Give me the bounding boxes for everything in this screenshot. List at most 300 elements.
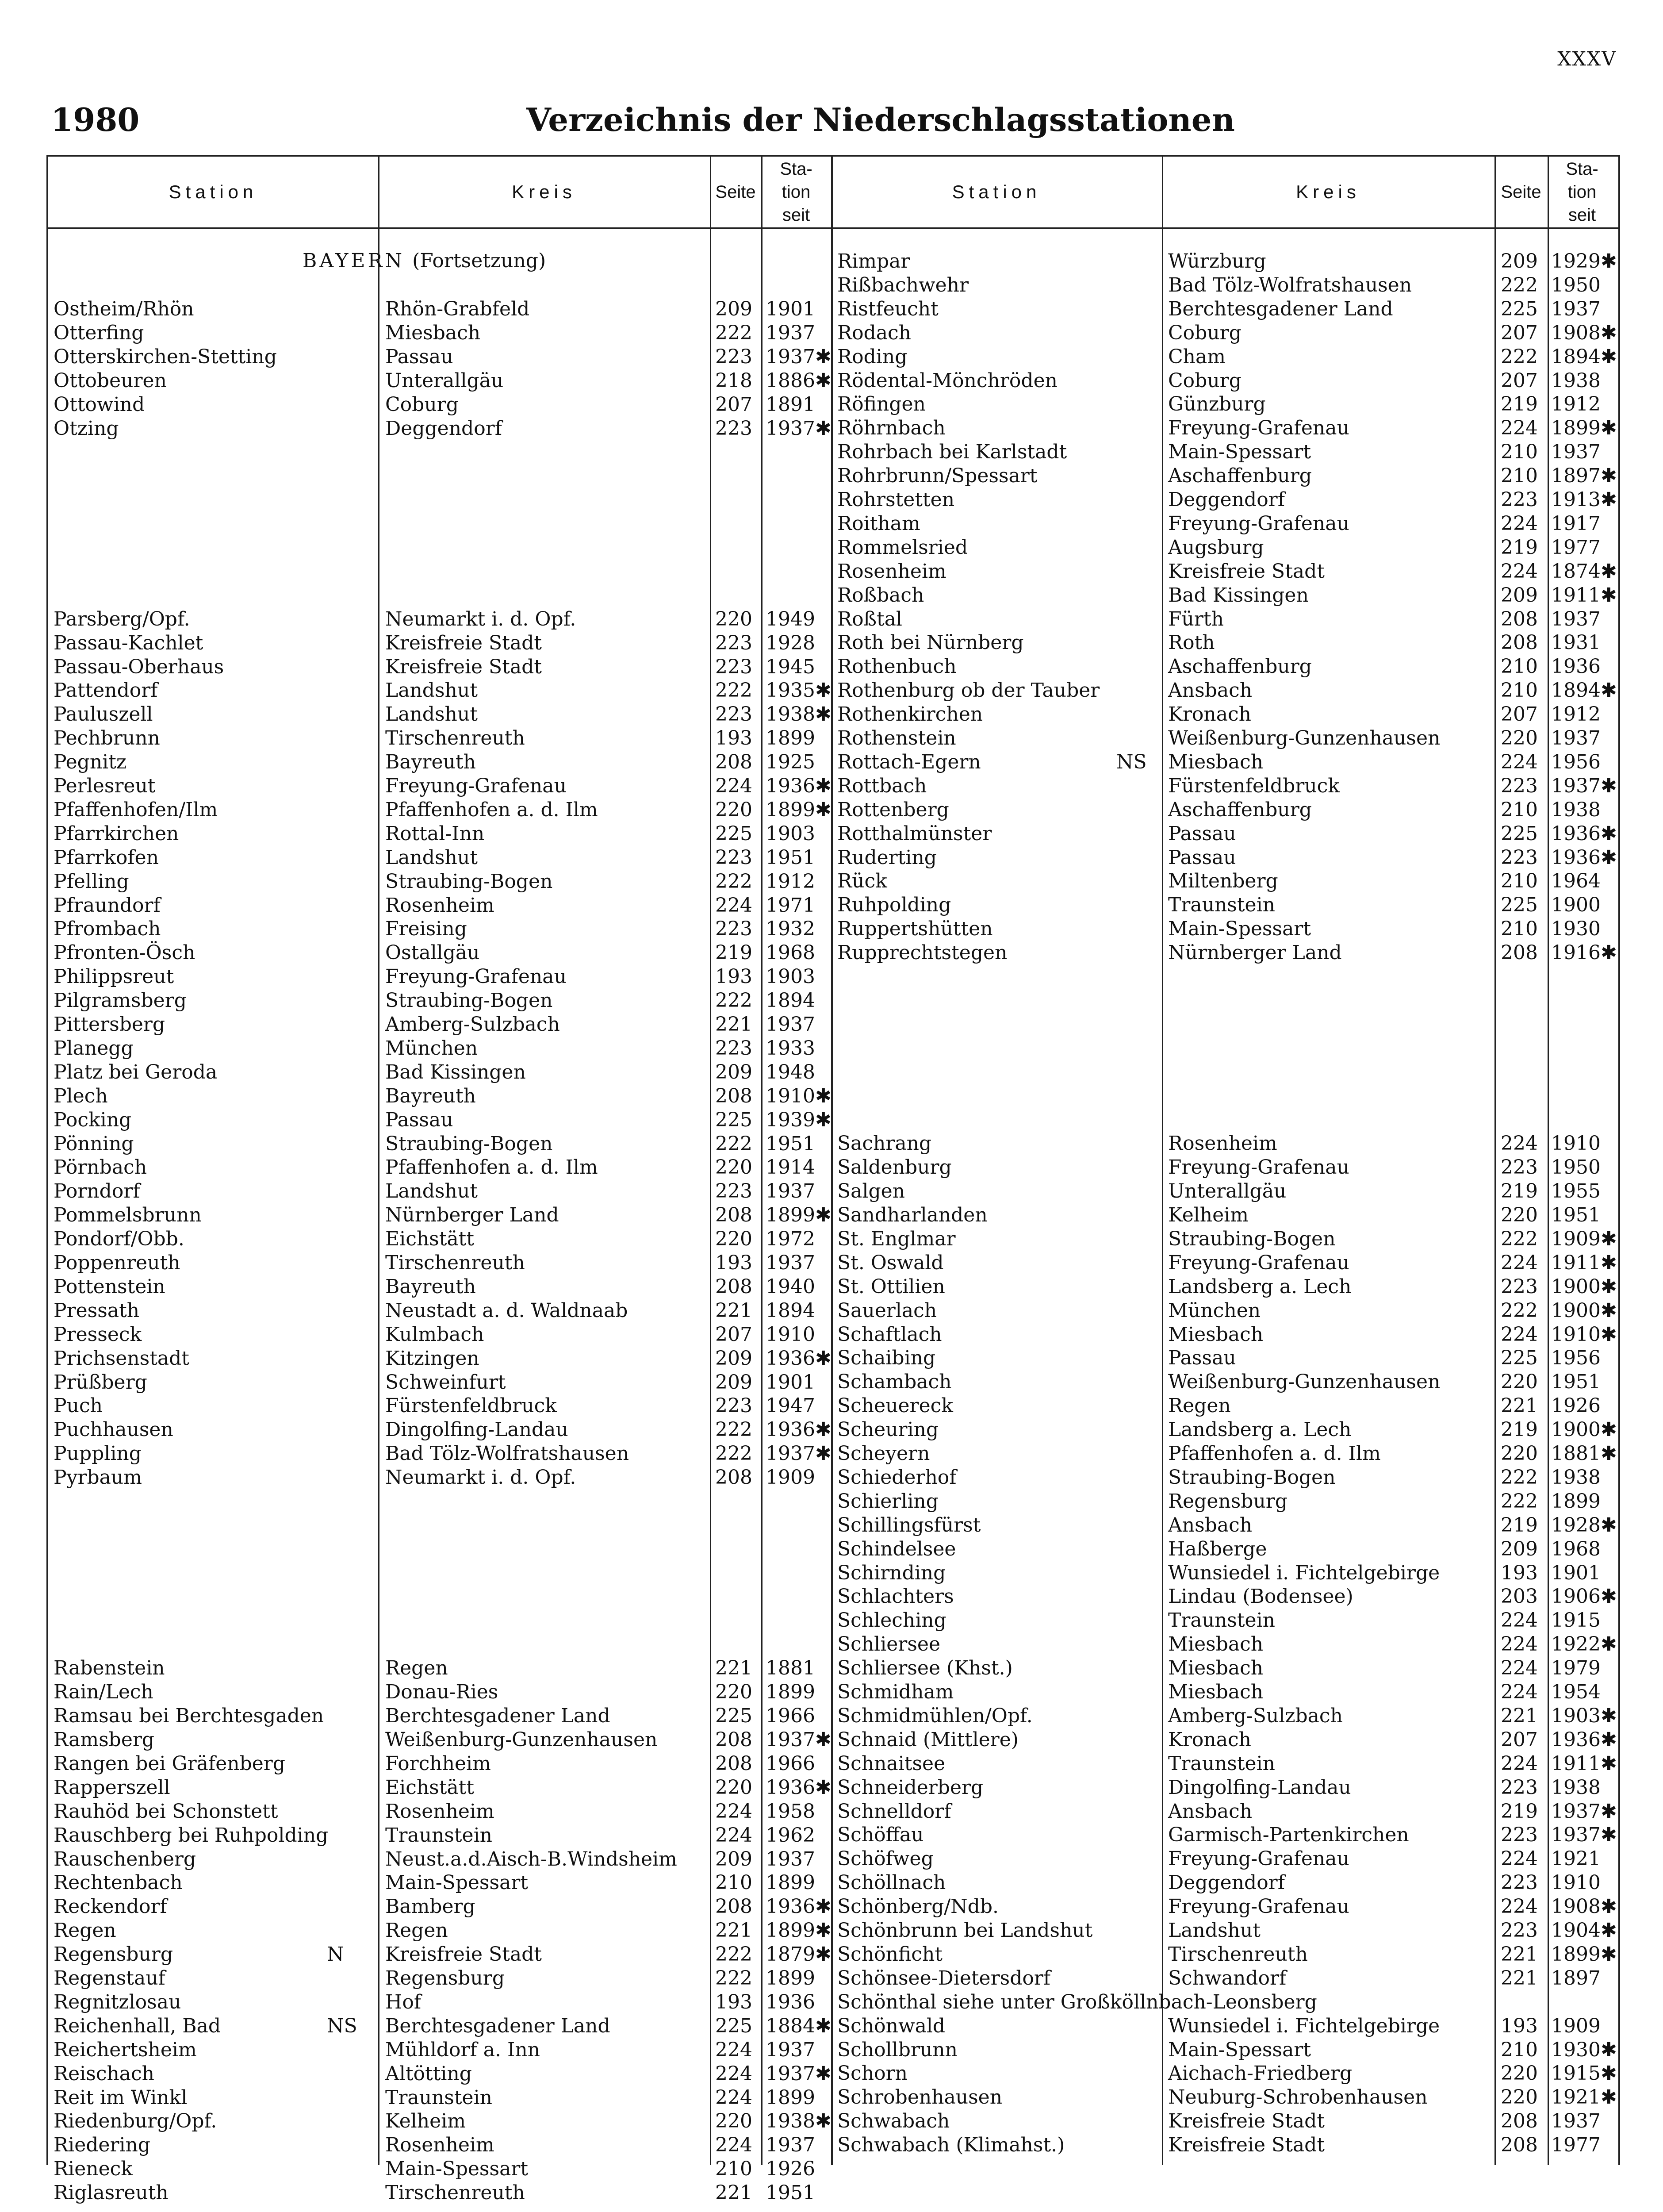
station-name: Ottowind [54,393,145,416]
kreis: Tirschenreuth [385,1252,525,1274]
station-seit: 1936✱ [1551,822,1617,845]
seite: 223 [715,1037,752,1060]
seite: 220 [715,1681,752,1704]
station-seit: 1915✱ [1551,2062,1617,2085]
station-seit: 1900✱ [1551,1275,1617,1298]
seite: 210 [1501,441,1538,464]
station-seit: 1917 [1551,512,1601,535]
kreis: München [385,1037,478,1060]
station-name: Rommelsried [837,536,968,559]
station-name: Rottbach [837,774,927,797]
seite: 220 [715,798,752,821]
station-name: Schönwald [837,2014,946,2037]
station-seit: 1948 [766,1060,815,1083]
seite: 219 [715,941,752,964]
seite: 219 [1501,393,1538,416]
seite: 208 [1501,941,1538,964]
kreis: Ansbach [1168,1800,1253,1823]
station-mark: NS [327,2014,357,2037]
station-seit: 1931 [1551,631,1601,654]
station-seit: 1938 [1551,369,1601,392]
seite: 210 [1501,679,1538,702]
station-seit: 1928✱ [1551,1513,1617,1536]
station-name: Saldenburg [837,1156,952,1179]
station-seit: 1954 [1551,1681,1601,1703]
seite: 193 [715,1990,752,2013]
kreis: Regen [385,1919,448,1942]
kreis: Main-Spessart [1168,918,1311,941]
seite: 225 [1501,297,1538,320]
kreis: Regensburg [385,1967,505,1989]
station-seit: 1926 [1551,1394,1601,1417]
header-seite: Seite [1501,182,1541,202]
station-name: Pressath [54,1299,140,1322]
station-seit: 1937✱ [766,2062,832,2085]
station-seit: 1971 [766,894,815,917]
station-seit: 1938 [1551,1776,1601,1799]
divider [1548,157,1549,2165]
kreis: Weißenburg-Gunzenhausen [1168,727,1441,749]
station-name: Schambach [837,1371,952,1394]
kreis: Pfaffenhofen a. d. Ilm [1168,1442,1381,1465]
station-name: Pottenstein [54,1275,165,1298]
header-kreis: Kreis [1296,181,1360,202]
kreis: Landshut [1168,1919,1261,1942]
seite: 203 [1501,1585,1538,1608]
seite: 224 [1501,1657,1538,1680]
kreis: Deggendorf [385,417,502,440]
station-seit: 1897✱ [1551,465,1617,488]
station-name: Röhrnbach [837,417,946,440]
seite: 208 [715,1728,752,1751]
seite: 224 [1501,1847,1538,1870]
station-seit: 1910 [766,1323,815,1346]
seite: 223 [715,918,752,941]
station-seit: 1950 [1551,1156,1601,1179]
station-seit: 1977 [1551,2134,1601,2157]
station-name: Otterskirchen-Stetting [54,345,277,368]
seite: 209 [1501,250,1538,273]
kreis: Miltenberg [1168,870,1278,893]
kreis: Freyung-Grafenau [385,965,567,988]
station-name: Rottach-Egern [837,750,981,773]
station-name: Reichenhall, Bad [54,2014,221,2037]
kreis: Freyung-Grafenau [1168,512,1349,535]
station-name: Schnelldorf [837,1800,951,1823]
kreis: Mühldorf a. Inn [385,2038,540,2061]
station-name: Ruppertshütten [837,918,993,941]
station-name: Pattendorf [54,679,158,702]
kreis: Tirschenreuth [1168,1943,1308,1966]
seite: 208 [715,1275,752,1298]
kreis: Freising [385,918,467,941]
kreis: Freyung-Grafenau [1168,1895,1349,1918]
seite: 224 [715,894,752,917]
header-station-seit [761,157,831,227]
seite: 222 [1501,273,1538,296]
station-name: Roth bei Nürnberg [837,631,1024,654]
station-name: Rieneck [54,2158,133,2181]
station-seit: 1937✱ [1551,1824,1617,1847]
divider [1162,157,1163,2165]
seite: 223 [1501,1156,1538,1179]
station-seit: 1937 [1551,607,1601,630]
station-name: Pfaffenhofen/Ilm [54,798,218,821]
seite: 210 [1501,2038,1538,2061]
station-name: Presseck [54,1323,142,1346]
kreis: Bad Tölz-Wolfratshausen [385,1442,629,1465]
kreis: Wunsiedel i. Fichtelgebirge [1168,2014,1440,2037]
divider [831,157,833,2165]
seite: 224 [715,775,752,797]
station-name: Rothenburg ob der Tauber [837,679,1100,702]
seite: 208 [1501,2134,1538,2157]
seite: 222 [1501,1227,1538,1250]
station-name: Pyrbaum [54,1466,142,1489]
seite: 225 [715,2014,752,2037]
station-name: Schönthal siehe unter Großköllnbach-Leonsberg [837,1990,1317,2013]
station-seit: 1956 [1551,750,1601,773]
station-name: Schollbrunn [837,2038,958,2061]
seite: 222 [715,321,752,344]
kreis: Main-Spessart [385,2158,529,2181]
station-seit: 1937✱ [766,417,832,440]
header-station: Station [952,181,1041,202]
seite: 222 [715,1967,752,1989]
station-seit: 1899 [766,1871,815,1894]
station-seit: 1884✱ [766,2014,832,2037]
station-seit: 1908✱ [1551,1895,1617,1918]
kreis: Dingolfing-Landau [1168,1776,1351,1799]
station-seit: 1968 [766,941,815,964]
seite: 225 [1501,1347,1538,1370]
station-name: Otterfing [54,321,144,344]
seite: 224 [1501,560,1538,583]
seite: 220 [1501,1442,1538,1465]
seite: 223 [715,846,752,869]
page-number: XXXV [1557,48,1617,70]
station-name: Rothenkirchen [837,703,983,726]
seite: 222 [715,989,752,1012]
station-name: Sauerlach [837,1299,937,1322]
seite: 220 [715,1776,752,1799]
seite: 210 [1501,798,1538,821]
station-name: Roitham [837,512,920,535]
station-seit: 1891 [766,393,815,416]
seite: 223 [715,1394,752,1417]
station-seit: 1903 [766,822,815,845]
station-mark: N [327,1943,344,1966]
station-name: St. Englmar [837,1227,956,1250]
seite: 224 [715,1800,752,1823]
seite: 210 [715,2158,752,2181]
station-name: Puch [54,1394,103,1417]
seite: 222 [1501,1299,1538,1322]
kreis: Kreisfreie Stadt [385,631,542,654]
station-name: Pauluszell [54,703,153,726]
seite: 220 [715,1156,752,1179]
station-name: Prichsenstadt [54,1347,189,1370]
seite: 210 [1501,870,1538,893]
station-seit: 1956 [1551,1347,1601,1370]
station-seit: 1937 [1551,297,1601,320]
seite: 222 [715,1442,752,1465]
seite: 222 [715,1132,752,1155]
station-name: St. Ottilien [837,1275,945,1298]
station-name: Rangen bei Gräfenberg [54,1752,285,1775]
seite: 220 [1501,727,1538,749]
kreis: Ansbach [1168,679,1253,702]
kreis: Bad Tölz-Wolfratshausen [1168,273,1412,296]
station-seit: 1897 [1551,1966,1601,1989]
station-name: Rohrstetten [837,488,955,511]
kreis: Straubing-Bogen [385,989,553,1012]
kreis: Aichach-Friedberg [1168,2062,1353,2085]
station-seit: 1945 [766,655,815,678]
kreis: Landsberg a. Lech [1168,1418,1352,1441]
kreis: Fürstenfeldbruck [1168,774,1340,797]
kreis: Main-Spessart [1168,2038,1311,2061]
seite: 224 [1501,1752,1538,1775]
kreis: Bad Kissingen [385,1060,526,1083]
station-name: Rohrbach bei Karlstadt [837,441,1067,464]
station-name: Otzing [54,417,119,440]
seite: 220 [715,1228,752,1251]
kreis: Kronach [1168,1728,1251,1751]
kreis: Günzburg [1168,393,1266,416]
kreis: Bayreuth [385,1275,476,1298]
kreis: Unterallgäu [385,369,504,392]
kreis: Lindau (Bodensee) [1168,1585,1353,1608]
station-name: Ottobeuren [54,369,167,392]
kreis: Neust.a.d.Aisch-B.Windsheim [385,1847,677,1870]
station-name: Rotthalmünster [837,822,992,845]
station-name: Rottenberg [837,798,949,821]
station-name: Regen [54,1919,116,1942]
station-name: Rothenstein [837,727,956,749]
seite: 222 [715,1943,752,1966]
seite: 223 [1501,1275,1538,1298]
station-seit: 1903✱ [1551,1704,1617,1727]
station-name: Pfronten-Ösch [54,941,195,964]
station-seit: 1936✱ [1551,1728,1617,1751]
divider [1494,157,1496,2165]
header-seite: Seite [715,182,756,202]
seite: 222 [715,870,752,893]
station-name: Perlesreut [54,775,156,797]
station-seit: 1894 [766,1299,815,1322]
station-seit: 1910✱ [766,1084,832,1107]
station-name: Passau-Kachlet [54,631,203,654]
kreis: Pfaffenhofen a. d. Ilm [385,1156,598,1179]
kreis: Miesbach [1168,1681,1264,1703]
header-station-seit [1548,157,1617,227]
station-seit: 1951 [766,846,815,869]
station-seit: 1951 [766,2181,815,2204]
kreis: Kitzingen [385,1347,479,1370]
station-seit: 1937 [766,1013,815,1036]
station-name: Prüßberg [54,1371,147,1394]
seite: 209 [715,1347,752,1370]
station-seit: 1938 [1551,798,1601,821]
seite: 223 [715,655,752,678]
station-name: Salgen [837,1180,905,1203]
station-seit: 1909 [766,1466,815,1489]
header-seit-line: seit [782,205,810,225]
station-seit: 1901 [766,298,815,320]
station-name: Pfraundorf [54,894,161,917]
seite: 209 [715,1371,752,1394]
station-name: Schliersee (Khst.) [837,1657,1013,1680]
station-name: Passau-Oberhaus [54,655,224,678]
divider [378,157,379,2165]
station-name: Rödental-Mönchröden [837,369,1058,392]
kreis: Neumarkt i. d. Opf. [385,1466,576,1489]
kreis: Passau [1168,846,1236,869]
kreis: Landsberg a. Lech [1168,1275,1352,1298]
kreis: Neumarkt i. d. Opf. [385,607,576,630]
station-seit: 1913✱ [1551,488,1617,511]
station-name: Roßbach [837,584,924,607]
station-name: Schwabach (Klimahst.) [837,2134,1065,2157]
kreis: Landshut [385,703,478,726]
kreis: Straubing-Bogen [1168,1466,1336,1489]
kreis: Main-Spessart [1168,441,1311,464]
seite: 207 [1501,703,1538,726]
station-name: Schöllnach [837,1871,946,1894]
station-seit: 1899✱ [1551,1943,1617,1966]
station-seit: 1968 [1551,1537,1601,1560]
seite: 224 [715,2134,752,2157]
station-name: Pilgramsberg [54,989,187,1012]
header-seit-line: seit [1568,205,1596,225]
kreis: Miesbach [1168,1633,1264,1656]
station-name: Rauhöd bei Schonstett [54,1800,278,1823]
kreis: Bayreuth [385,751,476,774]
kreis: Berchtesgadener Land [1168,297,1393,320]
station-seit: 1909 [1551,2014,1601,2037]
station-name: Riedering [54,2134,151,2157]
kreis: Garmisch-Partenkirchen [1168,1824,1409,1847]
station-seit: 1921✱ [1551,2086,1617,2109]
kreis: Tirschenreuth [385,2181,525,2204]
station-seit: 1949 [766,607,815,630]
station-name: Schneiderberg [837,1776,984,1799]
kreis: Dingolfing-Landau [385,1418,568,1441]
seite: 222 [715,1418,752,1441]
station-seit: 1936✱ [766,1895,832,1918]
station-seit: 1937 [766,2134,815,2157]
seite: 224 [715,1824,752,1847]
station-seit: 1958 [766,1800,815,1823]
kreis: Kreisfreie Stadt [1168,2134,1325,2157]
divider [761,157,763,2165]
kreis: Traunstein [1168,1609,1275,1632]
seite: 220 [1501,1371,1538,1394]
seite: 208 [1501,2110,1538,2133]
station-seit: 1966 [766,1705,815,1728]
station-name: Pondorf/Obb. [54,1228,184,1251]
station-name: Schnaid (Mittlere) [837,1728,1019,1751]
seite: 208 [715,1466,752,1489]
station-seit: 1966 [766,1752,815,1775]
kreis: Kreisfreie Stadt [385,1943,542,1966]
station-name: Pittersberg [54,1013,165,1036]
station-seit: 1881✱ [1551,1442,1617,1465]
kreis: Bad Kissingen [1168,584,1309,607]
kreis: Straubing-Bogen [385,870,553,893]
station-name: Schorn [837,2062,908,2085]
station-seit: 1937✱ [1551,1800,1617,1823]
header-kreis: Kreis [512,181,576,202]
station-name: Philippsreut [54,965,174,988]
station-name: Schaftlach [837,1323,942,1346]
station-seit: 1921 [1551,1847,1601,1870]
station-seit: 1886✱ [766,369,832,392]
seite: 225 [1501,822,1538,845]
station-seit: 1940 [766,1275,815,1298]
station-seit: 1972 [766,1228,815,1251]
kreis: Traunstein [1168,894,1275,917]
station-name: Rauschenberg [54,1847,196,1870]
seite: 220 [1501,2062,1538,2085]
header-seit-line: Sta- [1566,159,1598,179]
station-name: Schöffau [837,1824,924,1847]
seite: 224 [1501,1323,1538,1346]
kreis: Passau [1168,1347,1236,1370]
seite: 193 [1501,2014,1538,2037]
station-seit: 1904✱ [1551,1919,1617,1942]
kreis: Eichstätt [385,1776,475,1799]
station-name: Rohrbrunn/Spessart [837,465,1038,488]
kreis: Pfaffenhofen a. d. Ilm [385,798,598,821]
station-seit: 1899✱ [766,1919,832,1942]
station-name: Rapperszell [54,1776,170,1799]
kreis: Augsburg [1168,536,1264,559]
station-seit: 1936✱ [766,775,832,797]
station-name: Reit im Winkl [54,2086,188,2109]
station-name: Sachrang [837,1132,932,1155]
station-name: Rück [837,870,887,893]
station-name: Schmidmühlen/Opf. [837,1704,1033,1727]
station-name: Rechtenbach [54,1871,183,1894]
seite: 223 [715,345,752,368]
kreis: Berchtesgadener Land [385,1705,610,1728]
kreis: Regen [385,1657,448,1680]
station-seit: 1911✱ [1551,584,1617,607]
kreis: Freyung-Grafenau [1168,1847,1349,1870]
station-seit: 1894✱ [1551,345,1617,368]
station-seit: 1929✱ [1551,250,1617,273]
station-seit: 1899 [766,1681,815,1704]
station-seit: 1955 [1551,1180,1601,1203]
station-name: Reischach [54,2062,155,2085]
seite: 219 [1501,1513,1538,1536]
station-seit: 1928 [766,631,815,654]
station-name: Schnaitsee [837,1752,946,1775]
station-name: Schmidham [837,1681,954,1703]
kreis: Rosenheim [385,894,494,917]
station-seit: 1881 [766,1657,815,1680]
seite: 207 [1501,321,1538,344]
seite: 221 [1501,1394,1538,1417]
kreis: Amberg-Sulzbach [1168,1704,1343,1727]
seite: 225 [715,822,752,845]
kreis: Freyung-Grafenau [1168,1156,1349,1179]
station-name: Roding [837,345,908,368]
kreis: Deggendorf [1168,488,1285,511]
station-table [46,155,1620,2204]
